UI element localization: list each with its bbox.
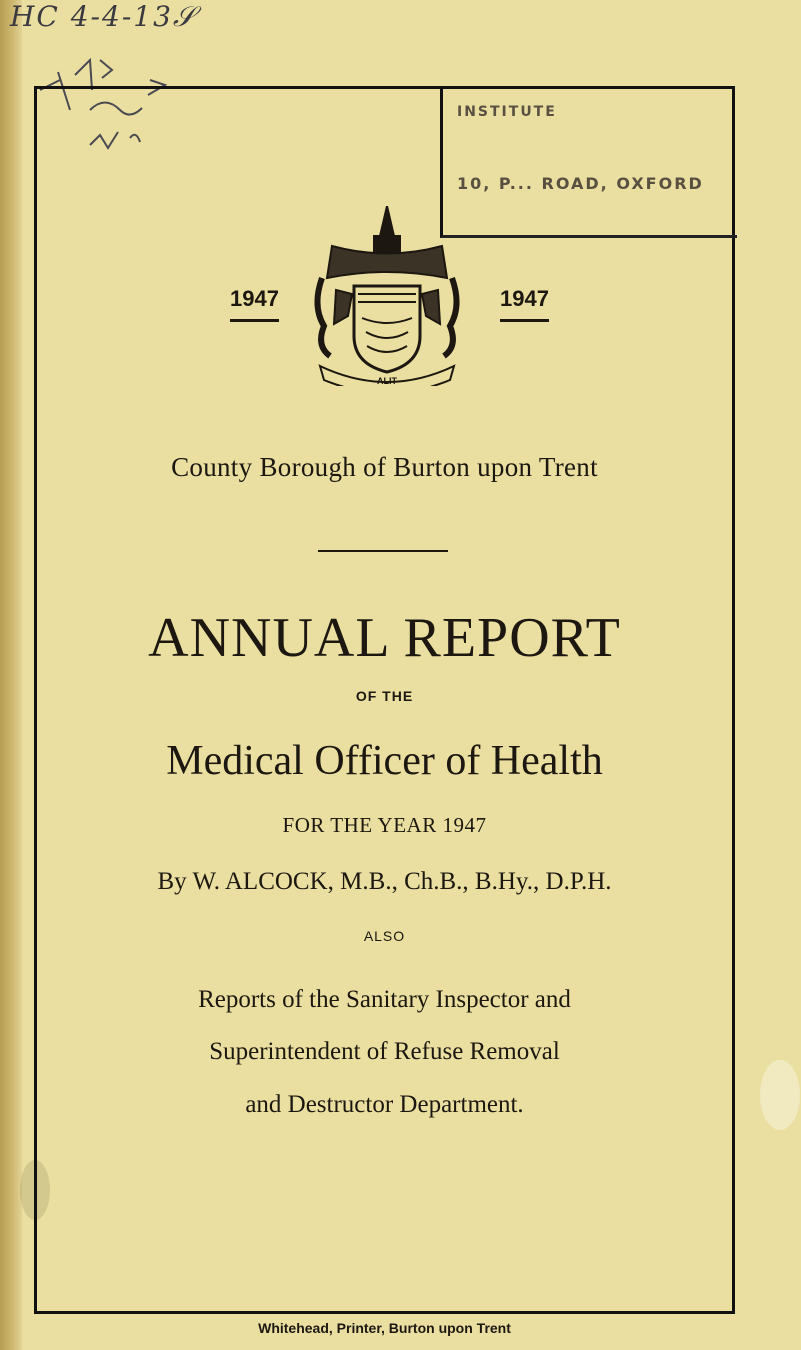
paper-stain xyxy=(760,1060,800,1130)
additional-reports-line: Reports of the Sanitary Inspector and xyxy=(198,986,571,1013)
also-label: ALSO xyxy=(363,928,406,944)
year-right: 1947 xyxy=(500,286,549,311)
borough-name: County Borough of Burton upon Trent xyxy=(171,452,598,482)
additional-reports-line: Superintendent of Refuse Removal xyxy=(209,1038,560,1065)
library-stamp xyxy=(440,86,737,238)
book-spine xyxy=(0,0,22,1350)
additional-reports-line: and Destructor Department. xyxy=(245,1091,524,1118)
crest-motto: ALIT xyxy=(377,376,397,386)
year-left: 1947 xyxy=(230,286,279,311)
divider-rule xyxy=(318,550,448,552)
printer-imprint: Whitehead, Printer, Burton upon Trent xyxy=(258,1320,511,1336)
report-title: ANNUAL REPORT xyxy=(148,607,621,669)
report-subtitle: Medical Officer of Health xyxy=(166,738,603,784)
stamp-line-1: INSTITUTE xyxy=(457,104,557,120)
report-year: FOR THE YEAR 1947 xyxy=(282,813,487,837)
report-author: By W. ALCOCK, M.B., Ch.B., B.Hy., D.P.H. xyxy=(157,868,612,895)
of-the-label: OF THE xyxy=(355,688,414,704)
borough-crest-icon xyxy=(312,206,462,386)
stamp-line-2: 10, P... ROAD, OXFORD xyxy=(457,174,704,193)
pencil-accession-note: HC 4-4-13𝒮 xyxy=(10,0,197,33)
